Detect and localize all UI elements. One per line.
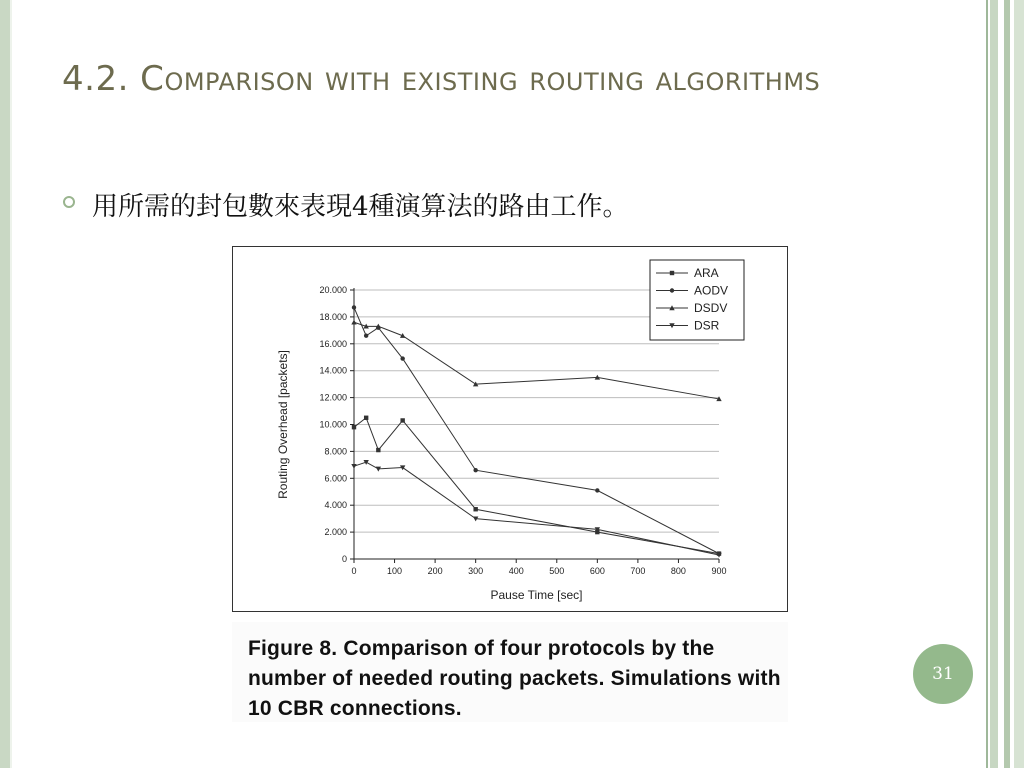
data-point-ara — [352, 425, 356, 429]
slide-title-prefix: 4.2. C — [62, 59, 165, 99]
data-point-aodv — [364, 334, 368, 338]
series-line-dsr — [354, 462, 719, 555]
y-tick-label: 10.000 — [319, 419, 347, 430]
left-border-inner — [10, 0, 12, 768]
y-tick-label: 18.000 — [319, 311, 347, 322]
data-point-aodv — [473, 468, 477, 472]
legend-marker-ara — [670, 271, 674, 275]
y-tick-label: 4.000 — [324, 500, 347, 511]
page-number-badge — [913, 644, 973, 704]
legend-label-aodv: AODV — [694, 283, 729, 298]
y-tick-label: 8.000 — [324, 446, 347, 457]
slide-title-rest: omparison with existing routing algorithms — [164, 59, 821, 99]
x-tick-label: 300 — [468, 566, 484, 576]
y-axis-title: Routing Overhead [packets] — [276, 350, 290, 499]
y-tick-label: 2.000 — [324, 527, 347, 538]
right-stripe-2 — [990, 0, 998, 768]
data-point-dsr — [351, 464, 356, 469]
x-tick-label: 400 — [508, 566, 524, 576]
bullet-ring-icon — [63, 196, 75, 208]
right-stripe-4 — [1014, 0, 1024, 768]
data-point-ara — [473, 507, 477, 511]
right-stripe-3 — [1004, 0, 1010, 768]
x-tick-label: 500 — [549, 566, 565, 576]
data-point-dsdv — [351, 320, 356, 325]
legend-marker-aodv — [670, 288, 674, 292]
page-number: 31 — [932, 664, 954, 684]
data-point-ara — [376, 448, 380, 452]
y-tick-label: 6.000 — [324, 473, 347, 484]
y-tick-label: 0 — [341, 554, 347, 564]
data-point-aodv — [352, 305, 356, 309]
legend-label-dsdv: DSDV — [694, 301, 728, 315]
x-tick-label: 700 — [630, 566, 646, 576]
left-border-bar — [0, 0, 10, 768]
legend-label-ara: ARA — [694, 266, 719, 280]
y-tick-label: 12.000 — [319, 392, 347, 403]
right-stripe-1 — [986, 0, 988, 768]
right-decor-stripes — [978, 0, 1024, 768]
x-tick-label: 800 — [670, 566, 686, 576]
line-chart — [233, 247, 787, 611]
x-tick-label: 900 — [711, 566, 727, 576]
data-point-ara — [364, 416, 368, 420]
x-axis-title: Pause Time [sec] — [490, 588, 583, 602]
x-tick-label: 600 — [589, 566, 605, 576]
x-tick-label: 0 — [351, 566, 357, 576]
x-tick-label: 100 — [387, 566, 403, 576]
data-point-aodv — [595, 488, 599, 492]
x-tick-label: 200 — [427, 566, 443, 576]
series-line-aodv — [354, 307, 719, 553]
bullet-text: 用所需的封包數來表現4種演算法的路由工作。 — [92, 192, 629, 222]
chart-frame — [232, 246, 788, 612]
series-line-ara — [354, 418, 719, 554]
legend-label-dsr: DSR — [694, 318, 720, 333]
figure-caption-box — [232, 622, 788, 722]
y-tick-label: 14.000 — [319, 365, 347, 376]
figure-caption: Figure 8. Comparison of four protocols by the number of needed routing packets. Simulations with 10 CBR connections. — [248, 637, 781, 720]
slide-title — [62, 54, 922, 104]
data-point-ara — [400, 418, 404, 422]
data-point-aodv — [400, 356, 404, 360]
y-tick-label: 20.000 — [319, 285, 347, 295]
y-tick-label: 16.000 — [319, 338, 347, 349]
